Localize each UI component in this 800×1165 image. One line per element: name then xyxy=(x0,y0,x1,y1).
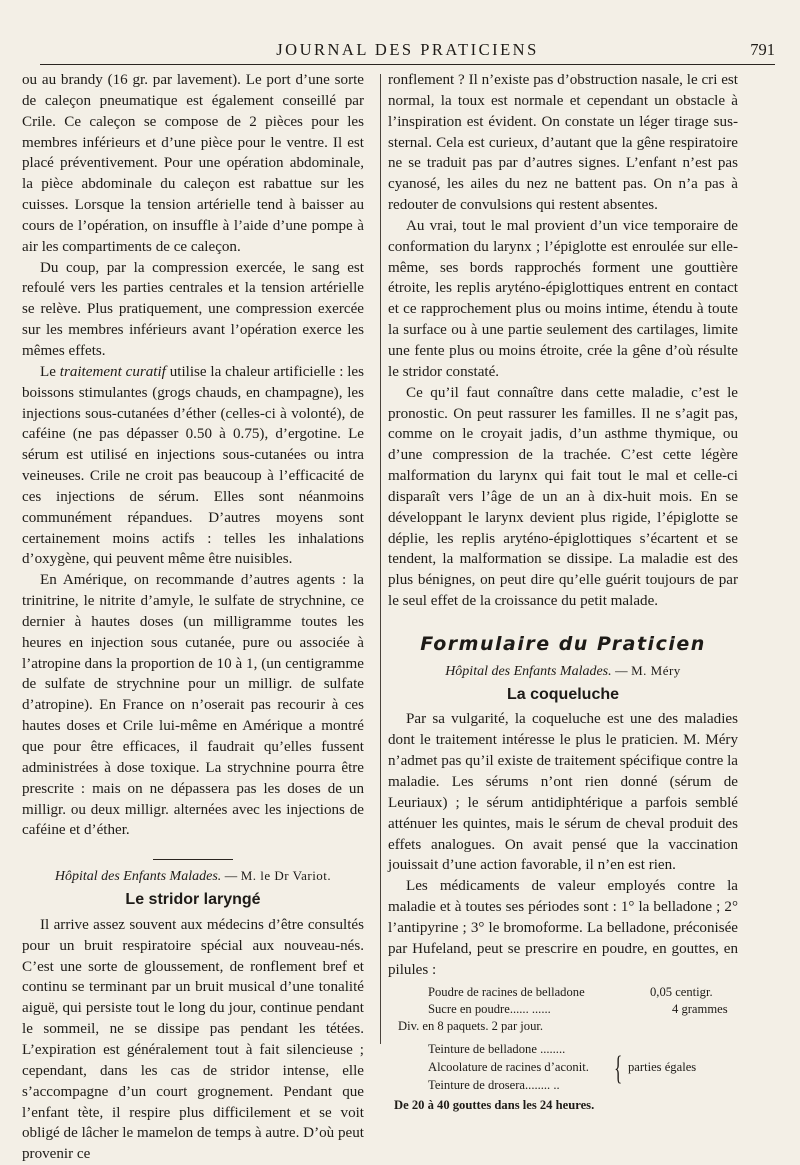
doctor-name: M. le Dr Variot. xyxy=(240,868,332,884)
prescription-dose: parties égales xyxy=(628,1060,697,1075)
left-column xyxy=(22,70,364,1165)
prescription-note xyxy=(388,1097,738,1114)
paragraph: Les médicaments de valeur employés contre la maladie et à toutes ses périodes sont : 1° la belladone ; 2° l’antipyrine ; 3° le bromoforme. La belladone, préconisée par Hufeland, peut se prescrire en poudre, en gouttes, en pilules : xyxy=(388,878,738,978)
paragraph: Il arrive assez souvent aux médecins d’être consultés pour un bruit respiratoire spécial aux nouveau-nés. C’est une sorte de gloussement, de ronflement bref et continu se terminant par un bruit musical d’une tonalité aiguë, qui persiste tout le long du jour, continue pendant le sommeil, ne se dissipe pas pendant les tétées. L’expiration est généralement tout à fait silencieuse ; cependant, dans les cas de stridor intense, elle s’accompagne d’un court grognement. Pendant que l’enfant tète, il respire plus difficilement et se voit obligé de lâcher le mamelon de temps à autre. D’où peut provenir ce xyxy=(22,916,364,1163)
right-column xyxy=(388,70,738,1114)
section-title: La coqueluche xyxy=(506,685,620,703)
paragraph: Du coup, par la compression exercée, le sang est refoulé vers les parties centrales et la tension artérielle se relève. Plus pratiquement, une compression exercée sur les membres inférieurs avant l’opération exerce les mêmes effets. xyxy=(22,259,364,359)
doctor-name: M. Méry xyxy=(631,662,681,678)
section-source xyxy=(22,866,364,888)
hospital-name: Hôpital des Enfants Malades. — xyxy=(445,663,628,679)
prescription-item: Teinture de belladone ........ xyxy=(428,1042,566,1057)
section-title: Le stridor laryngé xyxy=(125,891,261,909)
prescription-note-text: Div. en 8 paquets. 2 par jour. xyxy=(398,1019,544,1034)
paragraph-text: utilise la chaleur artificielle : les boissons stimulantes (grogs chauds, en champagne), les injections sous-cutanées d’éther (celles-ci à volonté), de caféine (ne pas dépasser 0.50 à 0.75), d’ergotine. Le sérum est utilisé en injections sous-cutanées ou intra veineuses. Crile ne croit pas beaucoup à l’efficacité de ces injections de sérum. Elles sont néanmoins communément répandues. D’autres moyens sont certainement moins actifs : telles les inhalations d’oxygène, qui peuvent même être nuisibles. xyxy=(22,363,365,568)
emphasis-text: traitement curatif xyxy=(59,363,166,380)
paragraph: ou au brandy (16 gr. par lavement). Le port d’une sorte de caleçon pneumatique est également conseillé par Crile. Ce caleçon se compose de 2 pièces pour les membres inférieurs et d’une pièce pour le ventre. Il est placé préventivement. Pour une opération abdominale, la pièce abdominale du caleçon est rabattue sur les cuisses. Lorsque la tension artérielle tend à baisser au cours de l’opération, on insuffle à l’aide d’une pompe à air les compartiments de ce caleçon. xyxy=(22,72,364,255)
paragraph: Au vrai, tout le mal provient d’un vice temporaire de conformation du larynx ; l’épiglotte est enroulée sur elle-même, ses bords rapprochés forment une gouttière étroite, les replis aryténo-épiglottiques entrent en contact et ce rapprochement plus ou moins intime, étendu à toute la surface ou à une partie seulement des cartilages, limite une fente plus ou moins étroite, crée la gêne d’où résulte le stridor constaté. xyxy=(388,217,738,380)
journal-title: JOURNAL DES PRATICIENS xyxy=(276,40,539,59)
prescription-item: Teinture de drosera........ .. xyxy=(428,1078,560,1093)
prescription-note xyxy=(388,1018,738,1035)
section-divider xyxy=(153,859,233,860)
prescription-item: Sucre en poudre...... ...... xyxy=(428,1002,551,1017)
running-header xyxy=(40,38,775,65)
paragraph: Ce qu’il faut connaître dans cette maladie, c’est le pronostic. On peut rassurer les familles. Il ne s’agit pas, comme on le croyait jadis, d’un asthme thymique, ou d’une compression de la trachée. C’est cette légère malformation du larynx qui fait tout le mal et celle-ci disparaît vers l’âge de un an à dix-huit mois. En se développant le larynx devient plus rigide, l’épiglotte se déplie, les replis aryténo-épiglottiques s’écartent et se tendent, la malformation se dissipe. La maladie est des plus bénignes, on peut dire qu’elle guérit toujours de par le seul effet de la croissance du petit malade. xyxy=(388,384,738,610)
prescription-row xyxy=(388,984,738,1001)
formulaire-banner: Formulaire du Praticien xyxy=(420,632,706,655)
paragraph: En Amérique, on recommande d’autres agents : la trinitrine, le nitrite d’amyle, le sulfate de strychnine, ce dernier à hautes doses (un milligramme toutes les heures en injection sous cutanée, pure ou associée à l’atropine dans la proportion de 10 à 1, (un centigramme de sulfate de strychnine pour un milligr. de sulfate d’atropine). En France on n’oserait pas recourir à ces hautes doses et Crile lui-même en Amérique a montré que pour être efficaces, il faudrait qu’elles fussent administrées à dose toxique. La strychnine pourra être prescrite : mais on ne dépassera pas les doses de un milligr. ou deux milligr. alternées avec les injections de caféine et d’éther. xyxy=(22,572,364,839)
prescription-item: Poudre de racines de belladone xyxy=(428,985,585,1000)
prescription-item: Alcoolature de racines d’aconit. xyxy=(428,1060,589,1075)
paragraph: ronflement ? Il n’existe pas d’obstruction nasale, le cri est normal, la toux est normale et cependant un obstacle à l’inspiration est évident. On constate un léger tirage sus-sternal. Cela est curieux, d’autant que la gêne respiratoire ne se traduit pas par d’autres signes. L’enfant n’est pas cyanosé, les ailes du nez ne battent pas. On n’a pas à redouter de convulsions qui restent absentes. xyxy=(388,72,738,214)
prescription-dose: 4 grammes xyxy=(672,1002,728,1017)
hospital-name: Hôpital des Enfants Malades. — xyxy=(54,869,238,885)
page-number: 791 xyxy=(750,40,775,59)
brace-glyph: { xyxy=(614,1050,623,1088)
column-divider xyxy=(380,74,381,1044)
prescription-block xyxy=(388,984,738,1114)
paragraph: Par sa vulgarité, la coqueluche est une des maladies dont le traitement intéresse le plus le praticien. M. Méry n’admet pas qu’il existe de traitement spécifique contre la maladie. Les sérums n’ont rien donné (sérum de Leuriaux) ; le sérum antidiphtérique a parfois semblé atténuer les quintes, mais le sérum de cheval produit des effets analogues. On avait pensé que la vaccination jouissait d’une action favorable, il n’en est rien. xyxy=(388,711,738,874)
prescription-row xyxy=(388,1001,738,1018)
prescription-group xyxy=(388,1041,738,1097)
paragraph xyxy=(22,362,364,570)
section-source xyxy=(388,661,738,683)
prescription-note-text: De 20 à 40 gouttes dans les 24 heures. xyxy=(394,1098,595,1113)
paragraph-lead: Le xyxy=(40,363,60,380)
prescription-dose: 0,05 centigr. xyxy=(650,985,713,1000)
